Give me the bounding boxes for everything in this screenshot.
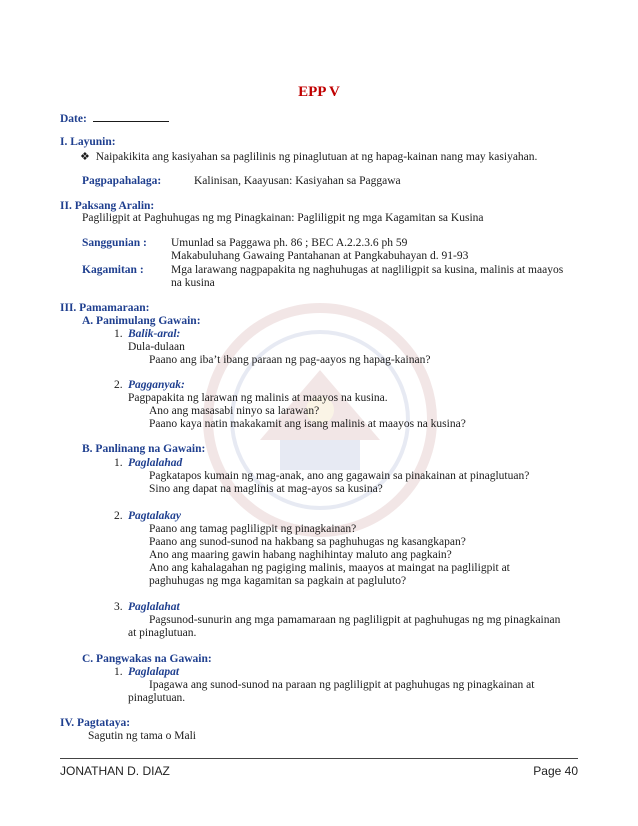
subsection-b-heading: B. Panlinang na Gawain:	[82, 443, 206, 455]
b3-title: Paglalahat	[128, 601, 180, 613]
a1-question: Paano ang iba’t ibang paraan ng pag-aayos ng hapag-kainan?	[149, 354, 431, 366]
a2-number: 2.	[114, 379, 123, 391]
values-text: Kalinisan, Kaayusan: Kasiyahan sa Paggawa	[194, 175, 401, 187]
subsection-a-heading: A. Panimulang Gawain:	[82, 315, 201, 327]
section-3-heading: III. Pamamaraan:	[60, 302, 150, 314]
c1-title: Paglalapat	[128, 666, 180, 678]
a2-title: Pagganyak:	[128, 379, 185, 391]
footer-divider	[60, 758, 578, 759]
diamond-bullet-icon: ❖	[80, 151, 90, 163]
materials-line-1: Mga larawang nagpapakita ng naghuhugas at nagliligpit sa kusina, malinis at maayos	[171, 264, 564, 276]
c1-text-a: Ipagawa ang sunod-sunod na paraan ng pagliligpit at paghuhugas ng pinagkainan at	[149, 679, 535, 691]
b2-question-4a: Ano ang kahalagahan ng pagiging malinis, maayos at maingat na pagliligpit at	[149, 562, 510, 574]
date-blank	[93, 111, 169, 122]
sources-line-1: Umunlad sa Paggawa ph. 86 ; BEC A.2.2.3.6 ph 59	[171, 237, 408, 249]
date-row	[60, 111, 169, 126]
objective-row	[80, 150, 537, 164]
b2-question-2: Paano ang sunod-sunod na hakbang sa paghuhugas ng kasangkapan?	[149, 536, 466, 548]
section-4-heading: IV. Pagtataya:	[60, 717, 131, 729]
b2-question-4b: paghuhugas ng mga kagamitan sa pagkain at pagluluto?	[149, 575, 407, 587]
b1-number: 1.	[114, 457, 123, 469]
a1-number: 1.	[114, 328, 123, 340]
date-label: Date:	[60, 113, 87, 125]
footer-author: JONATHAN D. DIAZ	[60, 764, 170, 778]
section-2-heading: II. Paksang Aralin:	[60, 200, 155, 212]
objective-text: Naipakikita ang kasiyahan sa paglilinis ng pinaglutuan at ng hapag-kainan nang may kasiyahan.	[95, 151, 538, 163]
b2-question-3: Ano ang maaring gawin habang naghihintay maluto ang pagkain?	[149, 549, 452, 561]
b2-title: Pagtalakay	[128, 510, 182, 522]
materials-label: Kagamitan :	[82, 264, 144, 276]
a2-subtitle: Pagpapakita ng larawan ng malinis at maayos na kusina.	[128, 392, 388, 404]
b2-number: 2.	[114, 510, 123, 522]
sources-label: Sanggunian :	[82, 237, 147, 249]
section-4-text: Sagutin ng tama o Mali	[88, 730, 196, 742]
a1-title: Balik-aral:	[128, 328, 181, 340]
c1-number: 1.	[114, 666, 123, 678]
b1-question-1: Pagkatapos kumain ng mag-anak, ano ang gagawain sa pinakainan at pinaglutuan?	[149, 470, 530, 482]
document-title: EPP V	[298, 84, 340, 100]
b3-number: 3.	[114, 601, 123, 613]
b2-question-1: Paano ang tamag pagliligpit ng pinagkainan?	[149, 523, 357, 535]
c1-text-b: pinaglutuan.	[128, 692, 186, 704]
materials-line-2: na kusina	[171, 277, 215, 289]
sources-line-2: Makabuluhang Gawaing Pantahanan at Pangkabuhayan d. 91-93	[171, 250, 469, 262]
topic-text: Pagliligpit at Paghuhugas ng mg Pinagkainan: Pagliligpit ng mga Kagamitan sa Kusina	[82, 212, 484, 224]
footer-page-number: Page 40	[533, 764, 578, 778]
b1-question-2: Sino ang dapat na maglinis at mag-ayos sa kusina?	[149, 483, 383, 495]
a1-subtitle: Dula-dulaan	[128, 341, 185, 353]
b1-title: Paglalahad	[128, 457, 183, 469]
values-label: Pagpapahalaga:	[82, 175, 162, 187]
b3-text-a: Pagsunod-sunurin ang mga pamamaraan ng pagliligpit at paghuhugas ng mg pinagkainan	[149, 614, 561, 626]
b3-text-b: at pinaglutuan.	[128, 627, 197, 639]
subsection-c-heading: C. Pangwakas na Gawain:	[82, 653, 212, 665]
a2-question-1: Ano ang masasabi ninyo sa larawan?	[149, 405, 320, 417]
section-1-heading: I. Layunin:	[60, 136, 116, 148]
a2-question-2: Paano kaya natin makakamit ang isang malinis at maayos na kusina?	[149, 418, 466, 430]
